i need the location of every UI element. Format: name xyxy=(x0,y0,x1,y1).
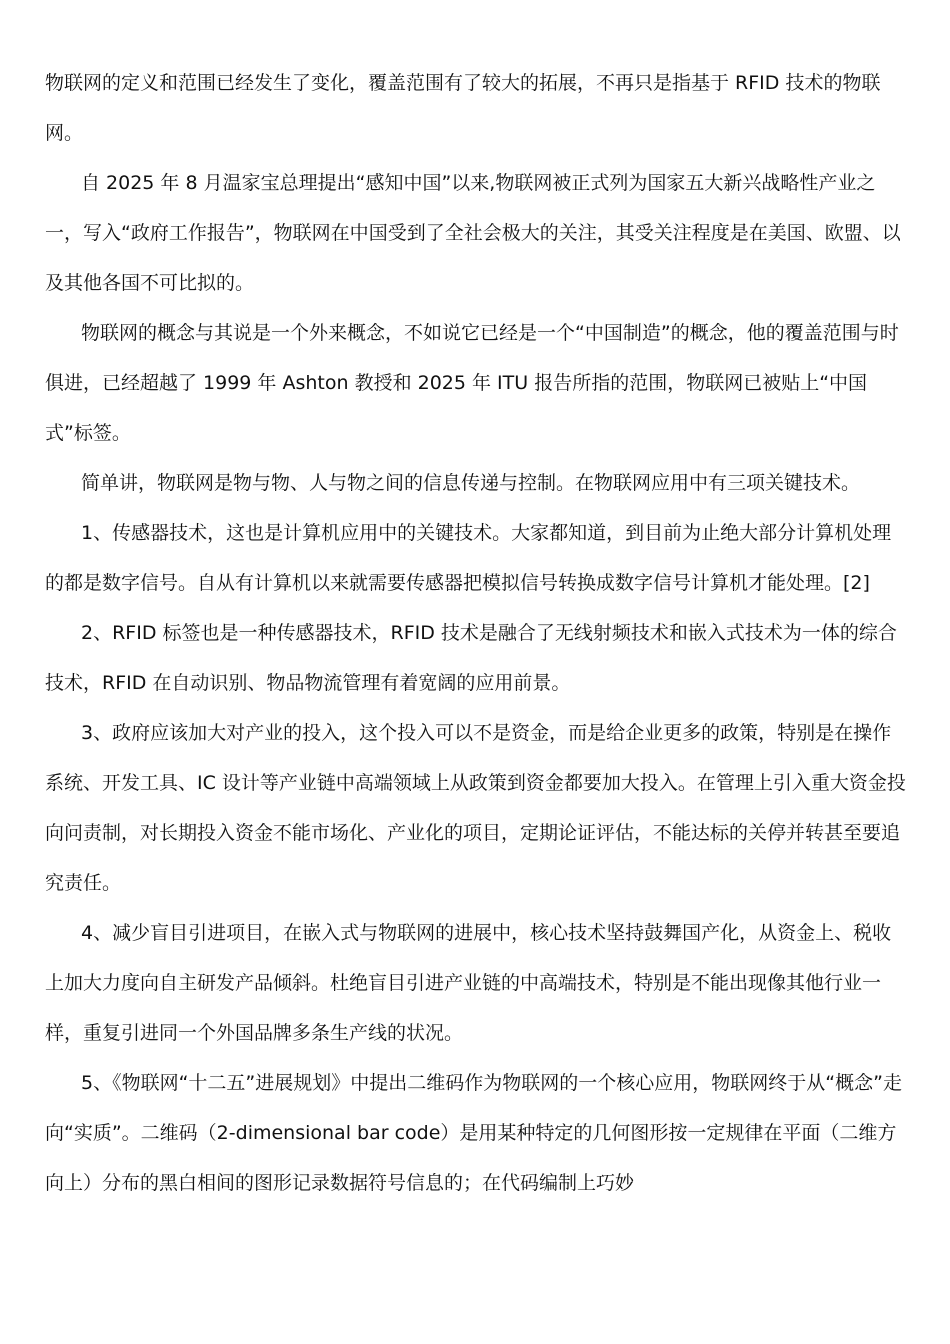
paragraph-item-4-projects: 4、减少盲目引进项目，在嵌入式与物联网的进展中，核心技术坚持鼓舞国产化，从资金上、税收上加大力度向自主研发产品倾斜。杜绝盲目引进产业链的中高端技术，特别是不能出现像其他行业一样，重复引进同一个外国品牌多条生产线的状况。 xyxy=(45,922,892,1044)
document-page xyxy=(45,58,907,1208)
paragraph-key-technologies: 简单讲，物联网是物与物、人与物之间的信息传递与控制。在物联网应用中有三项关键技术。 xyxy=(81,472,861,494)
paragraph-item-1-sensors: 1、传感器技术，这也是计算机应用中的关键技术。大家都知道，到目前为止绝大部分计算机处理的都是数字信号。自从有计算机以来就需要传感器把模拟信号转换成数字信号计算机才能处理。[2] xyxy=(45,522,892,594)
paragraph-made-in-china-concept: 物联网的概念与其说是一个外来概念，不如说它已经是一个“中国制造”的概念，他的覆盖范围与时俱进，已经超越了 1999 年 Ashton 教授和 2025 年 ITU 报告所指的范围，物联网已被贴上“中国式”标签。 xyxy=(45,322,899,444)
paragraph-item-2-rfid: 2、RFID 标签也是一种传感器技术，RFID 技术是融合了无线射频技术和嵌入式技术为一体的综合技术，RFID 在自动识别、物品物流管理有着宽阔的应用前景。 xyxy=(45,622,897,694)
paragraph-item-5-qr-code: 5、《物联网“十二五”进展规划》中提出二维码作为物联网的一个核心应用，物联网终于从“概念”走向“实质”。二维码（2-dimensional bar code）是用某种特定的几何图形按一定规律在平面（二维方向上）分布的黑白相间的图形记录数据符号信息的；在代码编制上巧妙 xyxy=(45,1072,902,1194)
paragraph-iot-definition: 物联网的定义和范围已经发生了变化，覆盖范围有了较大的拓展，不再只是指基于 RFID 技术的物联网。 xyxy=(45,72,881,144)
paragraph-sensing-china: 自 2025 年 8 月温家宝总理提出“感知中国”以来,物联网被正式列为国家五大新兴战略性产业之一，写入“政府工作报告”，物联网在中国受到了全社会极大的关注，其受关注程度是在美国、欧盟、以及其他各国不可比拟的。 xyxy=(45,172,901,294)
paragraph-item-3-government: 3、政府应该加大对产业的投入，这个投入可以不是资金，而是给企业更多的政策，特别是在操作系统、开发工具、IC 设计等产业链中高端领域上从政策到资金都要加大投入。在管理上引入重大资金投向问责制，对长期投入资金不能市场化、产业化的项目，定期论证评估，不能达标的关停并转甚至要追究责任。 xyxy=(45,722,906,894)
